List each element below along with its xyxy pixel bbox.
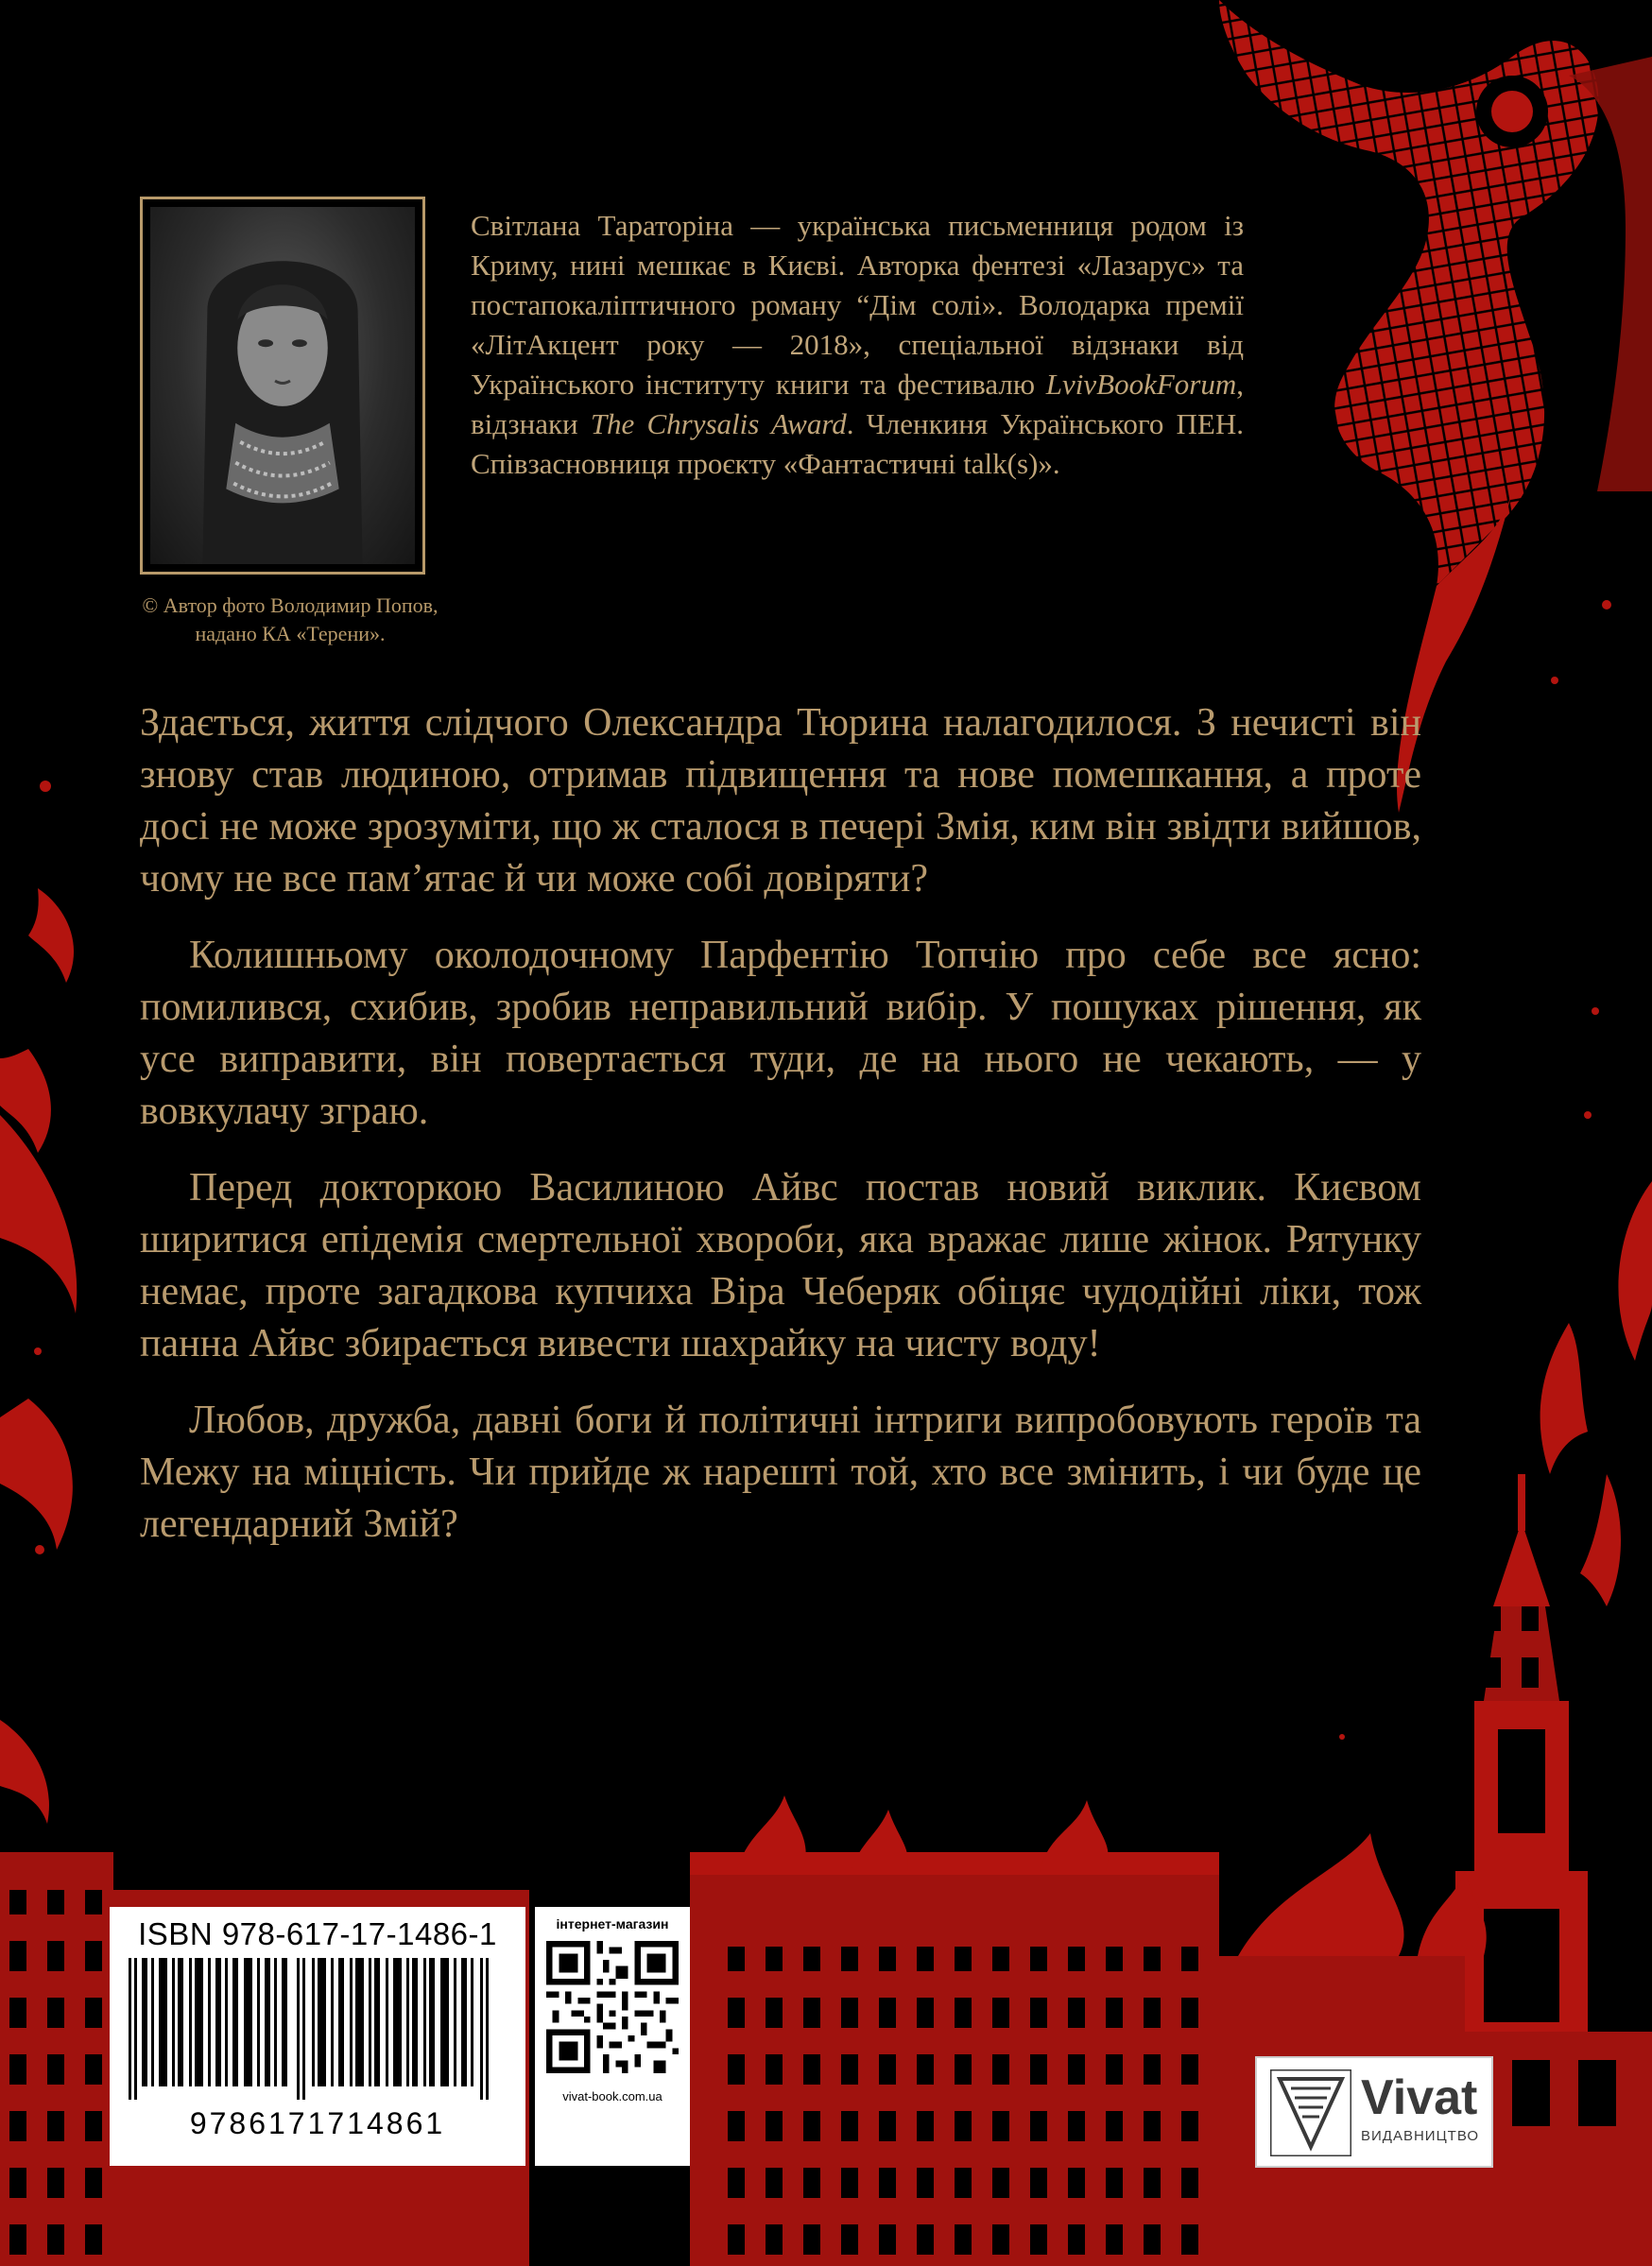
barcode-box <box>110 1907 525 2166</box>
author-bio <box>471 206 1244 484</box>
annotation-paragraph: Здається, життя слідчого Олександра Тюрина налагодилося. З нечисті він знову став людиною, отримав підвищення та нове помешкання, а проте досі не може зрозуміти, що ж сталося в печері Змія, ким він звідти вийшов, чому не все пам’ятає й чи може собі довіряти? <box>140 701 1421 901</box>
publisher-subtitle: ВИДАВНИЦТВО <box>1361 2128 1480 2144</box>
book-annotation <box>140 697 1421 1575</box>
qr-code[interactable] <box>546 1941 679 2073</box>
author-photo-frame <box>140 197 425 575</box>
publisher-logo <box>1255 2056 1493 2168</box>
bio-text-part-3: . Членкиня Українського ПЕН. Співзасновниця проєкту «Фантастичні talk(s)». <box>471 407 1244 480</box>
qr-box <box>535 1907 690 2166</box>
bio-text-part-1: Світлана Тараторіна — українська письменниця родом із Криму, нині мешкає в Києві. Авторка фентезі «Лазарус» та постапокаліптичного роману “Дім солі». Володарка премії «ЛітАкцент року — 2018», спеціальної відзнаки від Українського інституту книги та фестивалю <box>471 209 1244 401</box>
bio-text-part-2: , відзнаки <box>471 368 1244 440</box>
qr-label-top: інтернет-магазин <box>556 1916 669 1931</box>
serpent-tail-illustration <box>1219 0 1652 813</box>
qr-label-bottom: vivat-book.com.ua <box>562 2089 663 2103</box>
vivat-emblem-icon <box>1270 2069 1351 2156</box>
publisher-name: Vivat <box>1361 2070 1478 2125</box>
barcode-bars <box>123 1958 512 2100</box>
isbn-text: ISBN 978-617-17-1486-1 <box>138 1916 497 1951</box>
right-flames-illustration <box>1540 1181 1652 1606</box>
left-flames-illustration <box>0 888 77 1824</box>
annotation-paragraph: Любов, дружба, давні боги й політичні інтриги випробовують героїв та Межу на міцність. Чи прийде ж нарешті той, хто все змінить, і чи буде це легендарний Змій? <box>140 1399 1421 1546</box>
bio-award-name: The Chrysalis Award <box>590 407 847 440</box>
photo-caption: © Автор фото Володимир Попов, надано КА «Терени». <box>142 593 439 645</box>
annotation-paragraph: Перед докторкою Василиною Айвс постав новий виклик. Києвом ширитися епідемія смертельної хвороби, яка вражає лише жінок. Рятунку немає, проте загадкова купчиха Віра Чеберяк обіцяє чудодійні ліки, тож панна Айвс збирається вивести шахрайку на чисту воду! <box>140 1166 1421 1365</box>
annotation-paragraph: Колишньому околодочному Парфентію Топчію про себе все ясно: помилився, схибив, зробив неправильний вибір. У пошуках рішення, як усе виправити, він повертається туди, де на нього не чекають, — у вовкулачу зграю. <box>140 934 1421 1133</box>
author-bio-text <box>471 206 1244 484</box>
bio-festival-name: LvivBookForum <box>1045 368 1237 401</box>
author-photo <box>150 207 415 564</box>
barcode-digits: 9786171714861 <box>189 2106 446 2140</box>
